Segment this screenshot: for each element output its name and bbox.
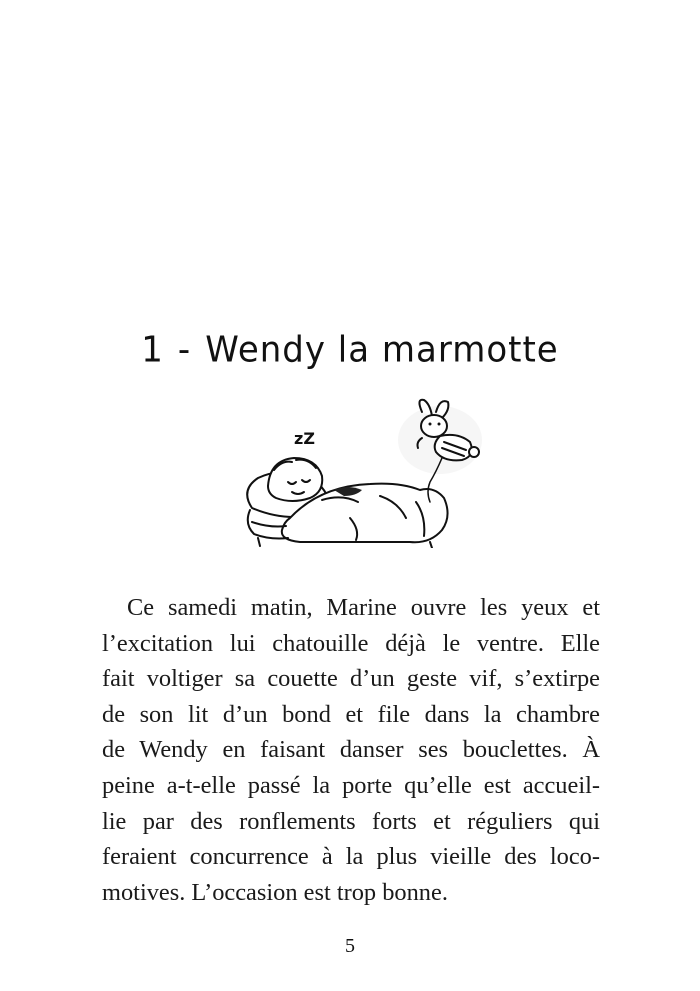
bunny-eye: [429, 423, 432, 426]
snore-text: zZ: [294, 429, 315, 448]
bunny-eye: [438, 423, 441, 426]
story-paragraph: [102, 590, 600, 910]
paragraph-line: feraient concurrence à la plus vieille des loco-: [102, 843, 600, 871]
chapter-title: [0, 329, 700, 371]
paragraph-line: motives. L’occasion est trop bonne.: [102, 878, 448, 906]
paragraph-line: peine a-t-elle passé la porte qu’elle est accueil-: [102, 771, 600, 799]
illustration-drawing: [230, 398, 490, 548]
sleeping-girl-bunny-illustration: [230, 398, 490, 548]
chapter-number: 1: [141, 329, 164, 371]
paragraph-line: fait voltiger sa couette d’un geste vif, s’extirpe: [102, 665, 600, 693]
chapter-dash: -: [177, 329, 192, 371]
paragraph-line: Ce samedi matin, Marine ouvre les yeux et: [127, 594, 600, 621]
chapter-name: Wendy la marmotte: [205, 329, 559, 371]
paragraph-line: de son lit d’un bond et file dans la chambre: [102, 700, 600, 728]
paragraph-line: de Wendy en faisant danser ses bouclettes. À: [102, 736, 600, 764]
paragraph-line: lie par des ronflements forts et réguliers qui: [102, 807, 600, 835]
paragraph-line: l’excitation lui chatouille déjà le ventre. Elle: [102, 629, 600, 657]
bed-icon: [247, 458, 447, 548]
page-number: 5: [345, 935, 355, 957]
